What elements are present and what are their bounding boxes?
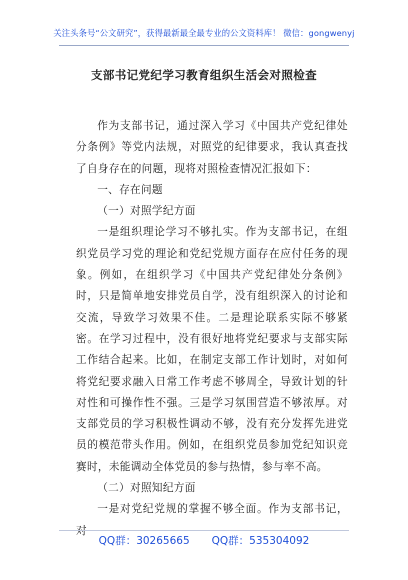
- footer: [0, 533, 408, 548]
- subsection-heading: （二）对照知纪方面: [97, 482, 196, 495]
- subsection-heading: （一）对照学纪方面: [97, 205, 196, 218]
- document-title: 支部书记党纪学习教育组织生活会对照检查: [90, 68, 318, 82]
- footer-qq-group-2: QQ群：535304092: [211, 535, 310, 547]
- paragraph-body: 一是组织理论学习不够扎实。作为支部书记，在组织党员学习党的理论和党纪党规方面存在应付任务的现象。例如，在组织学习《中国共产党纪律处分条例》时，只是简单地安排党员自学，没有组织深入的讨论和交流，导致学习效果不佳。二是理论联系实际不够紧密。在学习过程中，没有很好地将党纪要求与支部实际工作结合起来。比如，在制定支部工作计划时，对如何将党纪要求融入日常工作考虑不够周全，导致计划的针对性和可操作性不强。三是学习氛围营造不够浓厚。对支部党员的学习积极性调动不够，没有充分发挥先进党员的模范带头作用。例如，在组织党员参加党纪知识竞赛时，未能调动全体党员的参与热情，参与率不高。: [76, 226, 348, 473]
- header-divider: [59, 45, 349, 46]
- document-body: [76, 116, 348, 542]
- section-heading: 一、存在问题: [97, 183, 163, 196]
- header-banner-text: 关注头条号“公文研究”，获得最新最全最专业的公文资料库！ 微信：gongwenyj: [53, 28, 355, 38]
- header-banner: [0, 0, 408, 64]
- footer-qq-group-1: QQ群：30265665: [98, 535, 190, 547]
- footer-divider: [59, 530, 349, 531]
- paragraph-body: 一是对党纪党规的掌握不够全面。作为支部书记，对: [76, 503, 348, 537]
- paragraph-intro: 作为支部书记，通过深入学习《中国共产党纪律处分条例》等党内法规，对照党的纪律要求，我认真查找了自身存在的问题，现将对照检查情况汇报如下：: [76, 120, 348, 175]
